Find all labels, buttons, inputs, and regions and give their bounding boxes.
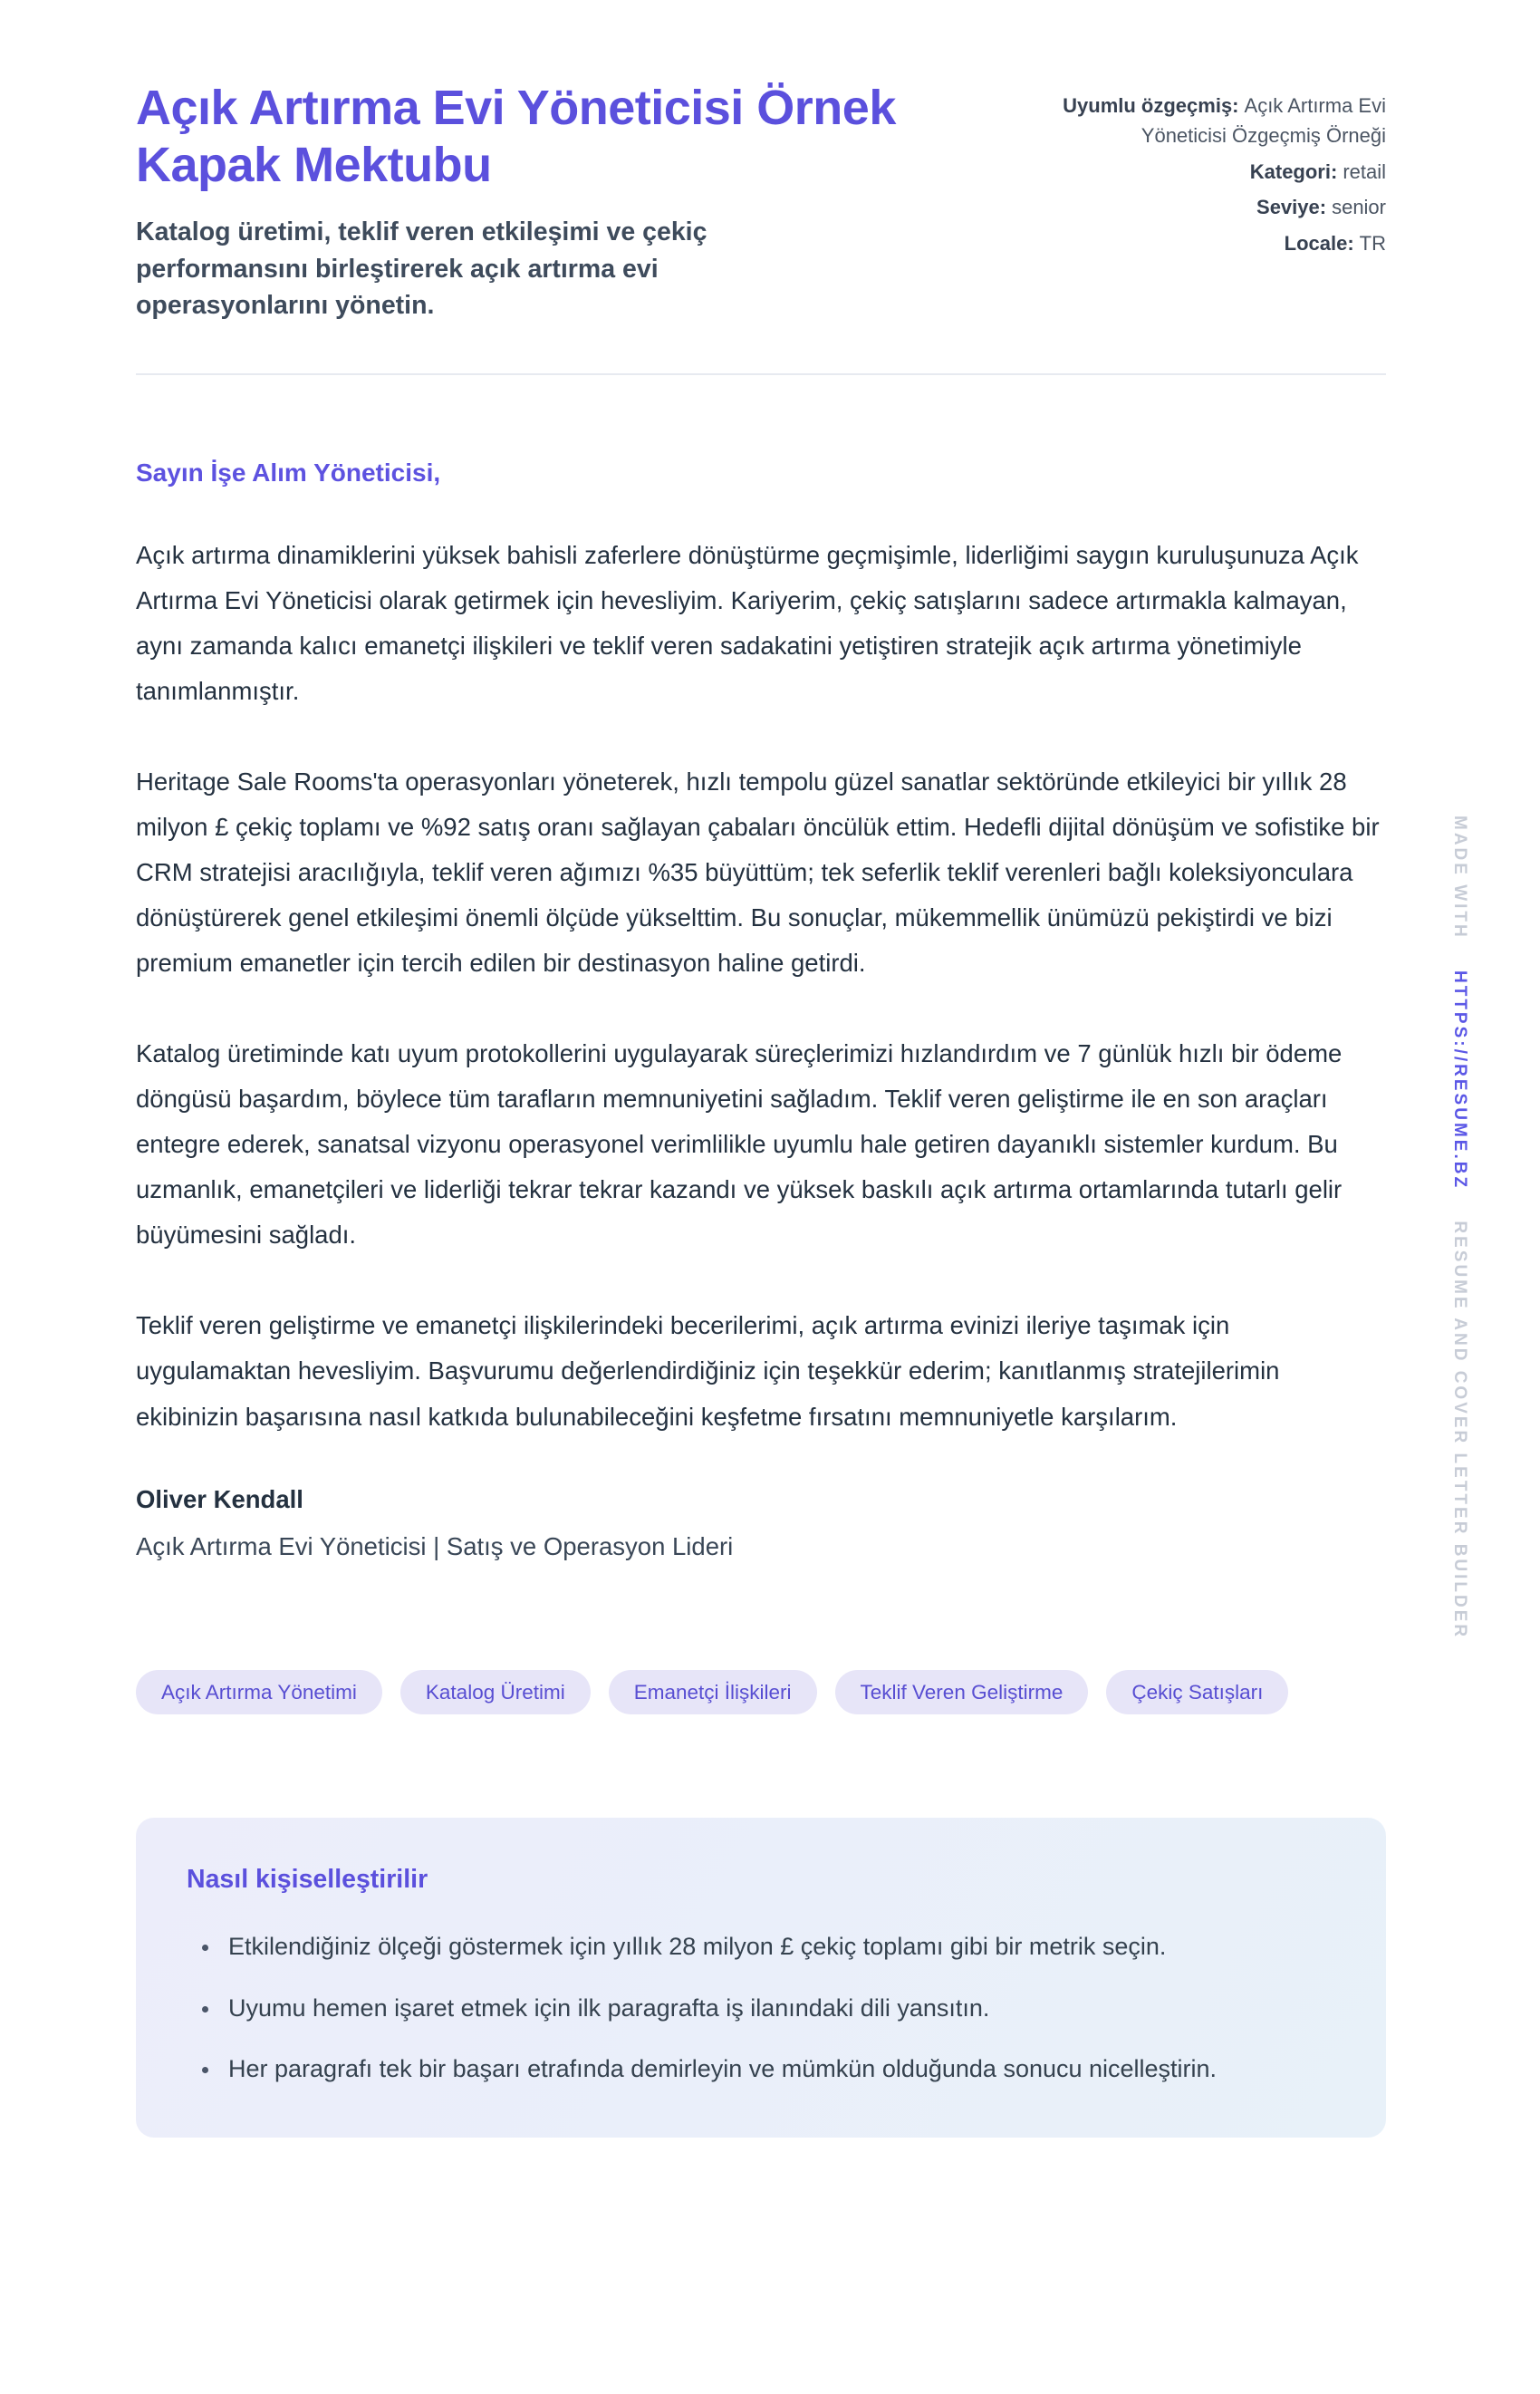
meta-matching-resume-value: Açık Artırma Evi Yöneticisi Özgeçmiş Örneği	[1141, 94, 1386, 148]
meta-panel	[1060, 80, 1386, 264]
signature-name: Oliver Kendall	[136, 1484, 303, 1513]
skill-tags	[136, 1670, 1386, 1715]
tag-auction-management[interactable]: Açık Artırma Yönetimi	[136, 1670, 382, 1715]
meta-locale-value: TR	[1359, 231, 1386, 255]
tag-hammer-sales[interactable]: Çekiç Satışları	[1106, 1670, 1288, 1715]
meta-level	[1060, 192, 1386, 222]
watermark-made-with-text: MADE WITH	[1450, 816, 1469, 940]
meta-category-value: retail	[1343, 159, 1386, 183]
tip-item: • Uyumu hemen işaret etmek için ilk paragrafta iş ilanındaki dili yansıtın.	[221, 1989, 1335, 2028]
made-with-watermark	[1449, 816, 1469, 1639]
meta-level-label: Seviye:	[1256, 196, 1327, 219]
tips-title: Nasıl kişiselleştirilir	[187, 1865, 428, 1895]
meta-category-label: Kategori:	[1249, 159, 1338, 183]
meta-locale	[1060, 228, 1386, 258]
tip-item: • Her paragrafı tek bir başarı etrafında demirleyin ve mümkün olduğunda sonucu nicelleştirin.	[221, 2050, 1335, 2089]
letter-paragraph: Heritage Sale Rooms'ta operasyonları yöneterek, hızlı tempolu güzel sanatlar sektöründe etkileyici bir yıllık 28 milyon £ çekiç toplamı ve %92 satış oranı sağlayan çabaları öncülük ettim. Hedefli dijital dönüşüm ve sofistike bir CRM stratejisi aracılığıyla, teklif veren ağımızı %35 büyüttüm; tek seferlik teklif verenleri bağlı koleksiyonculara dönüştürerek genel etkileşimi önemli ölçüde yükselttim. Bu sonuçlar, mükemmellik ünümüzü pekiştirdi ve bizi premium emanetler için tercih edilen bir destinasyon haline getirdi.	[136, 767, 1380, 978]
header	[136, 80, 1386, 324]
personalization-tips-box	[136, 1818, 1386, 2138]
letter-paragraph: Teklif veren geliştirme ve emanetçi ilişkilerindeki becerilerimi, açık artırma evinizi ileriye taşımak için uygulamaktan hevesliyim. Başvurumu değerlendirdiğiniz için teşekkür ederim; kanıtlanmış stratejilerimin ekibinizin başarısına nasıl katkıda bulunabileceğini keşfetme fırsatını memnuniyetle karşılarım.	[136, 1311, 1280, 1431]
letter-greeting: Sayın İşe Alım Yöneticisi,	[136, 458, 441, 487]
tag-consignor-relations[interactable]: Emanetçi İlişkileri	[609, 1670, 817, 1715]
watermark-builder-text: RESUME AND COVER LETTER BUILDER	[1450, 1221, 1469, 1640]
letter-paragraph: Katalog üretiminde katı uyum protokollerini uygulayarak süreçlerimizi hızlandırdım ve 7 günlük hızlı bir ödeme döngüsü başardım, böylece tüm tarafların memnuniyetini sağladım. Teklif veren geliştirme ile en son araçları entegre ederek, sanatsal vizyonu operasyonel verimlilikle uyumlu hale getiren dayanıklı sistemler kurdum. Bu uzmanlık, emanetçileri ve liderliği tekrar tekrar kazandı ve yüksek baskılı açık artırma ortamlarında tutarlı gelir büyümesini sağladı.	[136, 1039, 1343, 1250]
tips-list	[187, 1927, 1335, 2089]
meta-matching-resume	[1060, 91, 1386, 151]
header-divider	[136, 373, 1386, 375]
page-subtitle: Katalog üretimi, teklif veren etkileşimi ve çekiç performansını birleştirerek açık artırma evi operasyonlarını yönetin.	[136, 217, 707, 321]
signature-role: Açık Artırma Evi Yöneticisi | Satış ve Operasyon Lideri	[136, 1531, 734, 1560]
page-title: Açık Artırma Evi Yöneticisi Örnek Kapak Mektubu	[136, 81, 896, 193]
letter-paragraph: Açık artırma dinamiklerini yüksek bahisli zaferlere dönüştürme geçmişimle, liderliğimi saygın kuruluşunuza Açık Artırma Evi Yöneticisi olarak getirmek için hevesliyim. Kariyerim, çekiç satışlarını sadece artırmakla kalmayan, aynı zamanda kalıcı emanetçi ilişkileri ve teklif veren sadakatini yetiştiren stratejik açık artırma yönetimiyle tanımlanmıştır.	[136, 540, 1359, 705]
meta-locale-label: Locale:	[1284, 231, 1354, 255]
title-block	[136, 80, 1024, 324]
meta-matching-resume-label: Uyumlu özgeçmiş:	[1063, 94, 1239, 117]
tag-catalogue-production[interactable]: Katalog Üretimi	[400, 1670, 591, 1715]
resume-bz-link[interactable]: HTTPS://RESUME.BZ	[1450, 970, 1469, 1191]
tag-bidder-development[interactable]: Teklif Veren Geliştirme	[835, 1670, 1089, 1715]
tip-item: • Etkilendiğiniz ölçeği göstermek için yıllık 28 milyon £ çekiç toplamı gibi bir metrik seçin.	[221, 1927, 1335, 1966]
letter-body	[136, 533, 1386, 1440]
meta-level-value: senior	[1332, 196, 1386, 219]
meta-category	[1060, 157, 1386, 187]
